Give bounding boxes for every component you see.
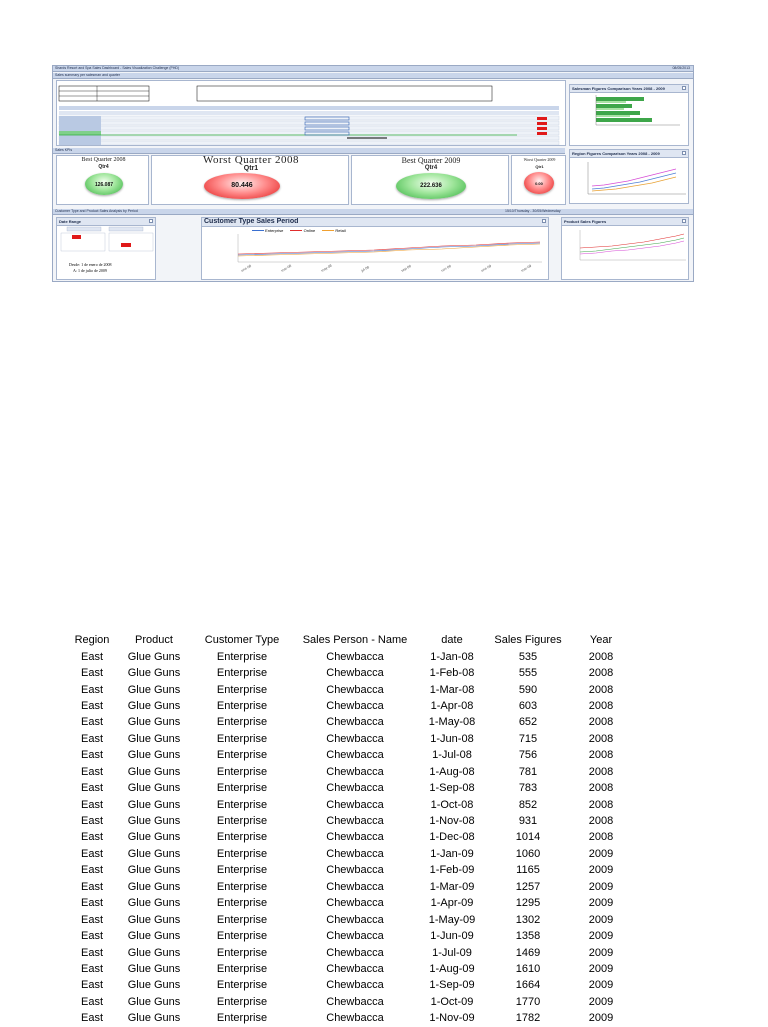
region-figures-chart [570,158,689,204]
cell-sales-person: Chewbacca [326,765,384,778]
svg-text:may-08: may-08 [320,263,333,273]
cell-product: Glue Guns [127,913,181,926]
table-row [68,928,632,944]
table-row [68,879,632,895]
cell-year: 2009 [588,995,614,1008]
salesperson-grid-panel [56,80,566,146]
table-row [68,977,632,993]
cell-sales-figures: 756 [518,749,538,762]
cell-year: 2009 [588,979,614,992]
cell-sales-person: Chewbacca [326,831,384,844]
kpi-best-2009-oval [396,173,466,199]
cell-customer-type: Enterprise [216,749,268,762]
cell-customer-type: Enterprise [216,765,268,778]
cell-year: 2009 [588,946,614,959]
table-row [68,731,632,747]
cell-date: 1-Jan-09 [430,847,474,860]
kpi-best-2008-title: Best Quarter 2008 [81,157,126,163]
table-row [68,862,632,878]
cell-sales-person: Chewbacca [326,815,384,828]
cell-product: Glue Guns [127,847,181,860]
region-figures-title: Region Figures Comparison Years 2008 - 2009 [572,151,660,156]
cell-customer-type: Enterprise [216,798,268,811]
legend-online: Online [303,228,316,233]
cell-date: 1-Mar-09 [429,880,475,893]
salesperson-grid [57,81,566,146]
cell-product: Glue Guns [127,749,181,762]
cell-customer-type: Enterprise [216,831,268,844]
table-body [68,648,632,1026]
cell-product: Glue Guns [127,897,181,910]
cell-region: East [80,815,103,828]
kpi-worst-2009-oval [524,172,554,194]
header-sales-person: Sales Person - Name [302,634,408,647]
cell-year: 2009 [588,847,614,860]
table-row [68,698,632,714]
panel-menu-icon[interactable] [542,219,546,223]
cell-region: East [80,897,103,910]
legend-retail: Retail [335,228,346,233]
customer-section-date: 15/10/Thursday - 30/05/Wednesday [505,209,561,213]
salesperson-section-title: Sales summary per salesman and quarter [55,73,120,77]
cell-sales-figures: 931 [518,815,538,828]
cell-year: 2008 [588,749,614,762]
cell-date: 1-Nov-08 [429,815,475,828]
cell-sales-person: Chewbacca [326,782,384,795]
dashboard-thumbnail [52,65,694,282]
cell-customer-type: Enterprise [216,930,268,943]
cell-year: 2009 [588,930,614,943]
cell-region: East [80,847,103,860]
svg-text:ene-09: ene-09 [480,263,492,273]
salesperson-section-bar [53,73,693,79]
date-range-title: Date Range [59,219,82,224]
kpi-worst-2008-oval [204,173,280,199]
cell-customer-type: Enterprise [216,913,268,926]
cell-product: Glue Guns [127,732,181,745]
cell-region: East [80,749,103,762]
cell-year: 2009 [588,1012,614,1025]
kpi-worst-2009-quarter: Qtr1 [535,164,544,169]
cell-sales-person: Chewbacca [326,1012,384,1025]
cell-customer-type: Enterprise [216,962,268,975]
cell-sales-figures: 715 [518,732,538,745]
cell-sales-person: Chewbacca [326,995,384,1008]
cell-customer-type: Enterprise [216,716,268,729]
cell-date: 1-May-09 [428,913,476,926]
cell-sales-person: Chewbacca [326,913,384,926]
cell-date: 1-Aug-08 [429,765,475,778]
panel-menu-icon[interactable] [149,219,153,223]
cell-product: Glue Guns [127,815,181,828]
cell-year: 2009 [588,897,614,910]
header-product: Product [135,634,173,647]
cell-date: 1-Jul-08 [432,749,472,762]
cell-sales-figures: 1358 [515,930,541,943]
cell-product: Glue Guns [127,946,181,959]
table-row [68,994,632,1010]
cell-sales-figures: 1610 [515,962,541,975]
cell-date: 1-Dec-08 [429,831,475,844]
cell-sales-figures: 590 [518,683,538,696]
product-sales-panel [561,217,689,280]
header-customer-type: Customer Type [204,634,280,647]
cell-sales-person: Chewbacca [326,962,384,975]
cell-sales-figures: 1257 [515,880,541,893]
cell-region: East [80,650,103,663]
cell-date: 1-Mar-08 [429,683,475,696]
customer-chart-title: Customer Type Sales Period [204,218,299,225]
svg-text:mar-09: mar-09 [520,263,533,273]
cell-region: East [80,913,103,926]
cell-year: 2008 [588,831,614,844]
sales-data-table [68,632,632,1027]
calendar-grid[interactable] [57,226,156,252]
cell-sales-person: Chewbacca [326,716,384,729]
cell-product: Glue Guns [127,930,181,943]
cell-sales-figures: 1782 [515,1012,541,1025]
dashboard-title: Shards Resort and Spa Sales Dashboard - Sales Visualization Challenge (PHD) [55,66,180,70]
kpi-best-2008-quarter: Qtr4 [98,164,109,170]
customer-type-chart [202,232,549,280]
cell-region: East [80,946,103,959]
cell-date: 1-Feb-08 [429,667,475,680]
date-range-from: Desde: 1 de enero de 2008 [69,262,112,267]
cell-year: 2009 [588,880,614,893]
table-row [68,961,632,977]
kpi-best-2008-oval [85,173,123,195]
kpi-best-2009-quarter: Qtr4 [424,165,438,171]
cell-sales-person: Chewbacca [326,946,384,959]
cell-product: Glue Guns [127,683,181,696]
customer-section-bar [53,209,693,215]
cell-region: East [80,765,103,778]
table-row [68,813,632,829]
cell-product: Glue Guns [127,765,181,778]
cell-sales-figures: 652 [518,716,538,729]
cell-product: Glue Guns [127,995,181,1008]
cell-date: 1-Jul-09 [432,946,472,959]
cell-region: East [80,979,103,992]
header-region: Region [74,634,110,647]
cell-year: 2008 [588,683,614,696]
kpi-worst-2009-panel [511,155,566,205]
cell-sales-person: Chewbacca [326,650,384,663]
cell-date: 1-Sep-09 [429,979,475,992]
cell-sales-person: Chewbacca [326,864,384,877]
cell-product: Glue Guns [127,962,181,975]
table-header-row [68,632,632,648]
dashboard-title-bar [53,66,693,72]
cell-date: 1-Jun-09 [430,930,474,943]
date-range-to: A: 1 de julio de 2009 [73,268,107,273]
table-row [68,780,632,796]
header-date: date [441,634,463,647]
table-row [68,895,632,911]
cell-sales-person: Chewbacca [326,667,384,680]
cell-customer-type: Enterprise [216,1012,268,1025]
cell-region: East [80,995,103,1008]
cell-region: East [80,716,103,729]
cell-year: 2008 [588,716,614,729]
cell-customer-type: Enterprise [216,699,268,712]
table-row [68,681,632,697]
cell-region: East [80,880,103,893]
cell-region: East [80,831,103,844]
region-figures-panel [569,149,689,204]
cell-date: 1-Feb-09 [429,864,475,877]
cell-date: 1-Apr-08 [430,699,474,712]
cell-product: Glue Guns [127,864,181,877]
svg-text:jul-08: jul-08 [360,265,370,273]
salesman-figures-title: Salesman Figures Comparison Years 2008 - 2009 [572,86,665,91]
kpi-worst-2008-panel [151,155,349,205]
cell-sales-figures: 555 [518,667,538,680]
cell-region: East [80,864,103,877]
cell-sales-figures: 603 [518,699,538,712]
header-year: Year [589,634,613,647]
cell-date: 1-Jan-08 [430,650,474,663]
panel-menu-icon[interactable] [682,151,686,155]
cell-customer-type: Enterprise [216,979,268,992]
cell-customer-type: Enterprise [216,667,268,680]
panel-menu-icon[interactable] [682,219,686,223]
salesman-figures-chart [570,93,689,145]
cell-date: 1-Oct-08 [430,798,474,811]
kpi-worst-2008-quarter: Qtr1 [243,165,259,172]
cell-sales-person: Chewbacca [326,798,384,811]
cell-sales-person: Chewbacca [326,847,384,860]
cell-sales-figures: 1664 [515,979,541,992]
cell-customer-type: Enterprise [216,946,268,959]
panel-menu-icon[interactable] [682,86,686,90]
kpi-best-2009-value: 222.636 [420,183,442,189]
cell-product: Glue Guns [127,979,181,992]
table-row [68,1010,632,1026]
cell-customer-type: Enterprise [216,782,268,795]
cell-region: East [80,962,103,975]
cell-product: Glue Guns [127,831,181,844]
cell-year: 2008 [588,732,614,745]
cell-year: 2009 [588,864,614,877]
kpi-section-title: Sales KPIs [55,148,73,152]
cell-sales-figures: 1165 [516,864,540,877]
table-row [68,944,632,960]
kpi-worst-2009-value: 0.00 [535,181,543,186]
cell-product: Glue Guns [127,1012,181,1025]
svg-text:nov-08: nov-08 [440,264,452,273]
customer-type-chart-panel [201,217,549,280]
product-sales-chart [562,226,689,280]
cell-date: 1-Nov-09 [429,1012,475,1025]
cell-date: 1-May-08 [428,716,476,729]
legend-enterprise: Enterprise [265,228,284,233]
cell-product: Glue Guns [127,880,181,893]
cell-customer-type: Enterprise [216,880,268,893]
kpi-worst-2008-title: Worst Quarter 2008 [202,155,300,166]
table-row [68,846,632,862]
cell-year: 2008 [588,815,614,828]
cell-sales-figures: 781 [518,765,538,778]
cell-year: 2008 [588,765,614,778]
svg-text:sep-08: sep-08 [400,264,412,273]
cell-product: Glue Guns [127,782,181,795]
cell-sales-person: Chewbacca [326,683,384,696]
kpi-best-2009-title: Best Quarter 2009 [401,156,461,165]
kpi-best-2008-panel [56,155,149,205]
kpi-section-bar [53,148,565,154]
cell-customer-type: Enterprise [216,864,268,877]
cell-sales-figures: 852 [518,798,538,811]
cell-product: Glue Guns [127,798,181,811]
cell-sales-figures: 1014 [515,831,541,844]
cell-product: Glue Guns [127,650,181,663]
cell-product: Glue Guns [127,699,181,712]
cell-date: 1-Sep-08 [429,782,475,795]
cell-customer-type: Enterprise [216,995,268,1008]
cell-sales-figures: 1302 [515,913,541,926]
cell-sales-figures: 783 [518,782,538,795]
cell-sales-person: Chewbacca [326,897,384,910]
cell-year: 2008 [588,798,614,811]
cell-sales-person: Chewbacca [326,749,384,762]
cell-customer-type: Enterprise [216,683,268,696]
date-range-panel [56,217,156,280]
cell-year: 2008 [588,667,614,680]
cell-region: East [80,930,103,943]
cell-customer-type: Enterprise [216,650,268,663]
table-row [68,829,632,845]
dashboard-date: 08/05/2013 [672,66,690,70]
cell-sales-figures: 1060 [515,847,541,860]
cell-region: East [80,732,103,745]
cell-date: 1-Aug-09 [429,962,475,975]
cell-customer-type: Enterprise [216,847,268,860]
cell-date: 1-Oct-09 [430,995,474,1008]
header-sales-figures: Sales Figures [494,634,562,647]
product-chart-title: Product Sales Figures [564,219,607,224]
table-row [68,714,632,730]
customer-section-title: Customer Type and Product Sales Analysis by Period [55,209,138,213]
svg-text:ene-08: ene-08 [240,263,252,273]
kpi-worst-2009-title: Worst Quarter 2009 [523,157,556,162]
cell-sales-person: Chewbacca [326,699,384,712]
cell-sales-person: Chewbacca [326,732,384,745]
cell-year: 2008 [588,699,614,712]
table-row [68,764,632,780]
cell-region: East [80,798,103,811]
salesman-figures-panel [569,84,689,146]
table-row [68,648,632,664]
cell-customer-type: Enterprise [216,732,268,745]
kpi-best-2009-panel [351,155,509,205]
cell-sales-figures: 1295 [515,897,541,910]
table-row [68,747,632,763]
cell-product: Glue Guns [127,667,181,680]
cell-year: 2009 [588,913,614,926]
cell-region: East [80,782,103,795]
cell-sales-person: Chewbacca [326,979,384,992]
svg-text:mar-08: mar-08 [280,263,293,273]
cell-sales-person: Chewbacca [326,880,384,893]
cell-year: 2008 [588,650,614,663]
cell-sales-person: Chewbacca [326,930,384,943]
table-row [68,796,632,812]
cell-region: East [80,1012,103,1025]
table-row [68,665,632,681]
cell-year: 2008 [588,782,614,795]
cell-product: Glue Guns [127,716,181,729]
table-row [68,911,632,927]
cell-region: East [80,683,103,696]
cell-customer-type: Enterprise [216,897,268,910]
kpi-worst-2008-value: 80.446 [231,182,253,189]
cell-sales-figures: 535 [518,650,538,663]
cell-sales-figures: 1770 [515,995,541,1008]
cell-year: 2009 [588,962,614,975]
cell-sales-figures: 1469 [515,946,541,959]
kpi-best-2008-value: 126.087 [94,182,114,188]
cell-region: East [80,667,103,680]
cell-date: 1-Jun-08 [430,732,474,745]
cell-region: East [80,699,103,712]
cell-customer-type: Enterprise [216,815,268,828]
cell-date: 1-Apr-09 [430,897,474,910]
